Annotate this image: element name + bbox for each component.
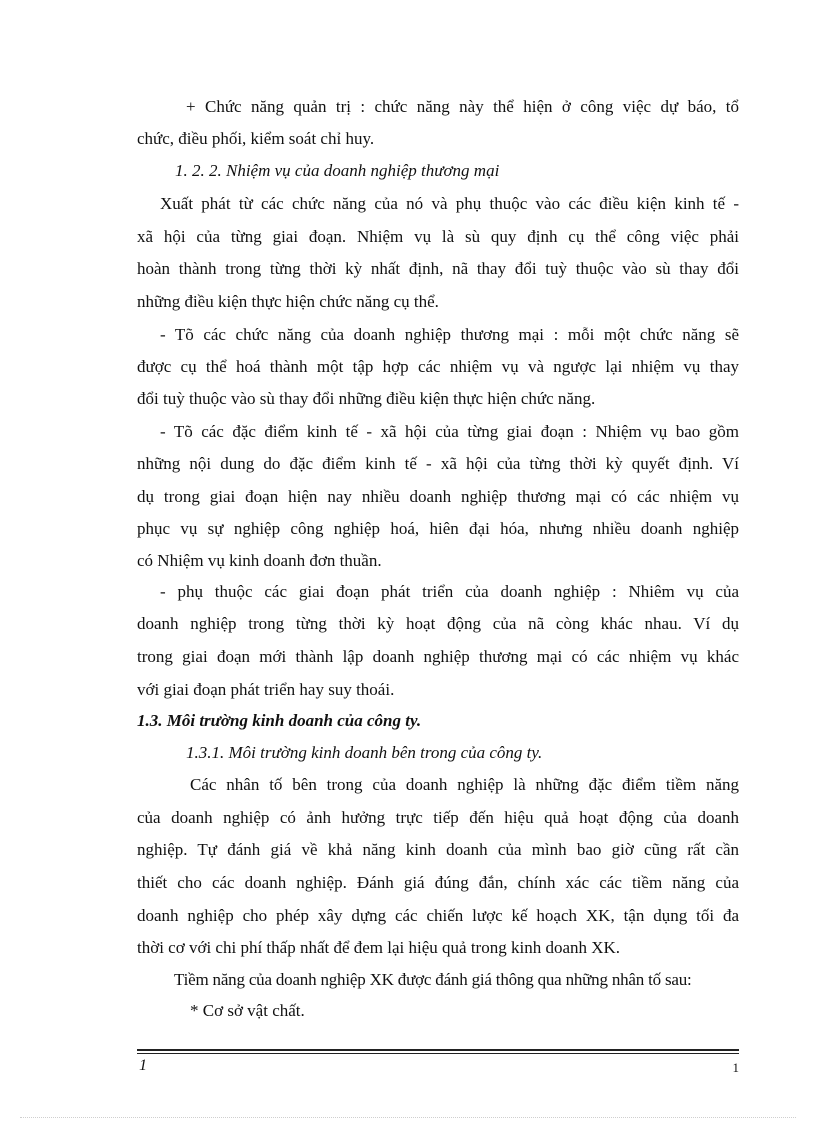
footer-rule-thin: [137, 1053, 739, 1054]
paragraph-line: phục vụ sự nghiệp công nghiệp hoá, hiên đại hóa, nhưng nhiều doanh nghiệp: [137, 519, 739, 538]
paragraph-line: những điều kiện thực hiện chức năng cụ thể.: [137, 292, 439, 311]
footer-page-left: 1: [139, 1057, 147, 1074]
paragraph-line: những nội dung do đặc điểm kinh tế - xã hội của từng thời kỳ quyết định. Ví: [137, 454, 739, 473]
paragraph-line: Tiềm năng của doanh nghiệp XK được đánh giá thông qua những nhân tố sau:: [174, 970, 692, 989]
paragraph-line: + Chức năng quản trị : chức năng này thể hiện ở công việc dự báo, tổ: [186, 97, 739, 116]
paragraph-line: được cụ thể hoá thành một tập hợp các nhiệm vụ và ngược lại nhiệm vụ thay: [137, 357, 739, 376]
paragraph-line: chức, điều phối, kiểm soát chỉ huy.: [137, 129, 375, 148]
paragraph-line: thời cơ với chi phí thấp nhất để đem lại hiệu quả trong kinh doanh XK.: [137, 938, 621, 957]
paragraph-line: - phụ thuộc các giai đoạn phát triển của doanh nghiệp : Nhiêm vụ của: [160, 582, 739, 601]
paragraph-line: đổi tuỳ thuộc vào sù thay đổi những điều kiện thực hiện chức năng.: [137, 389, 596, 408]
paragraph-line: thiết cho các doanh nghiệp. Đánh giá đúng đắn, chính xác các tiềm năng của: [137, 873, 739, 892]
paragraph-line: Xuất phát từ các chức năng của nó và phụ thuộc vào các điều kiện kinh tế -: [160, 194, 739, 213]
paragraph-line: hoàn thành trong từng thời kỳ nhất định, nã thay đổi tuỳ thuộc vào sù thay đổi: [137, 259, 739, 278]
paragraph-line: doanh nghiệp trong từng thời kỳ hoạt động của nã còng khác nhau. Ví dụ: [137, 614, 739, 633]
page-bottom-dotted-border: [20, 1117, 796, 1118]
footer-rule: [137, 1049, 739, 1051]
footer-page-number: 1: [732, 1060, 739, 1075]
paragraph-line: với giai đoạn phát triển hay suy thoái.: [137, 680, 395, 699]
paragraph-line: của doanh nghiệp có ảnh hưởng trực tiếp đến hiệu quả hoạt động của doanh: [137, 808, 739, 827]
paragraph-line: - Tõ các đặc điểm kinh tế - xã hội của từng giai đoạn : Nhiệm vụ bao gồm: [160, 422, 739, 441]
paragraph-line: trong giai đoạn mới thành lập doanh nghiệp thương mại có các nhiệm vụ khác: [137, 647, 739, 666]
paragraph-line: nghiệp. Tự đánh giá về khả năng kinh doanh của mình bao giờ cũng rất cần: [137, 840, 739, 859]
paragraph-line: dụ trong giai đoạn hiện nay nhiều doanh nghiệp thương mại có các nhiệm vụ: [137, 487, 739, 506]
paragraph-line: Các nhân tố bên trong của doanh nghiệp là những đặc điểm tiềm năng: [190, 775, 739, 794]
paragraph-line: doanh nghiệp cho phép xây dựng các chiến lược kế hoạch XK, tận dụng tối đa: [137, 906, 739, 925]
section-heading-1-2-2: 1. 2. 2. Nhiệm vụ của doanh nghiệp thương mại: [175, 161, 500, 180]
paragraph-line: có Nhiệm vụ kinh doanh đơn thuần.: [137, 551, 382, 570]
paragraph-line: - Tõ các chức năng của doanh nghiệp thương mại : mỗi một chức năng sẽ: [160, 325, 739, 344]
section-heading-1-3: 1.3. Môi trường kinh doanh của công ty.: [137, 711, 422, 730]
paragraph-line: xã hội của từng giai đoạn. Nhiệm vụ là sù quy định cụ thể công việc phải: [137, 227, 739, 246]
section-heading-1-3-1: 1.3.1. Môi trường kinh doanh bên trong của công ty.: [186, 743, 543, 762]
bullet-line: * Cơ sở vật chất.: [190, 1001, 305, 1020]
